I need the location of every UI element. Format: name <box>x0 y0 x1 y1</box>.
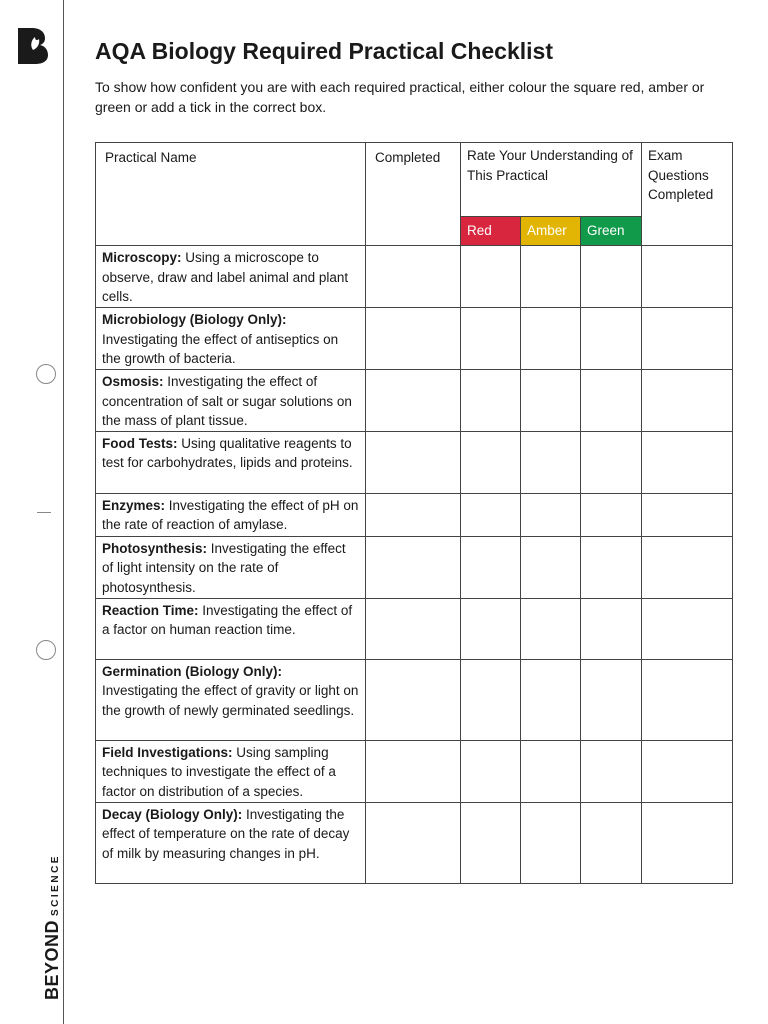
red-box[interactable] <box>461 493 521 536</box>
table-row <box>96 598 733 659</box>
amber-box[interactable] <box>521 802 581 883</box>
exam-questions-box[interactable] <box>642 598 733 659</box>
completed-box[interactable] <box>366 598 461 659</box>
practical-description: Using sampling techniques to investigate the effect of a factor on distribution of a species. <box>102 744 336 799</box>
table-row <box>96 802 733 883</box>
practical-description: Using qualitative reagents to test for carbohydrates, lipids and proteins. <box>102 435 353 470</box>
header-amber: Amber <box>521 217 581 246</box>
amber-box[interactable] <box>521 740 581 802</box>
binder-hole-bottom <box>36 640 56 660</box>
practical-title: Germination (Biology Only): <box>102 663 283 679</box>
practical-title: Food Tests: <box>102 435 178 451</box>
completed-box[interactable] <box>366 370 461 432</box>
green-box[interactable] <box>581 740 642 802</box>
table-row <box>96 536 733 598</box>
header-green: Green <box>581 217 642 246</box>
amber-box[interactable] <box>521 659 581 740</box>
practical-description: Investigating the effect of antiseptics on the growth of bacteria. <box>102 331 339 366</box>
practical-description: Investigating the effect of concentration of salt or sugar solutions on the mass of plant tissue. <box>102 374 352 428</box>
green-box[interactable] <box>581 246 642 308</box>
green-box[interactable] <box>581 536 642 598</box>
green-box[interactable] <box>581 308 642 370</box>
table-row <box>96 659 733 740</box>
practical-description: Investigating the effect of temperature on the rate of decay of milk by measuring changes in pH. <box>102 806 350 861</box>
header-rate-understanding: Rate Your Understanding of This Practical <box>461 143 642 217</box>
practical-cell <box>96 740 366 802</box>
practical-title: Field Investigations: <box>102 744 233 760</box>
completed-box[interactable] <box>366 802 461 883</box>
margin-line <box>63 0 64 1024</box>
brand-main: BEYOND <box>42 919 62 1000</box>
completed-box[interactable] <box>366 431 461 493</box>
red-box[interactable] <box>461 308 521 370</box>
completed-box[interactable] <box>366 740 461 802</box>
green-box[interactable] <box>581 431 642 493</box>
table-row <box>96 246 733 308</box>
amber-box[interactable] <box>521 536 581 598</box>
practical-cell <box>96 493 366 536</box>
amber-box[interactable] <box>521 246 581 308</box>
amber-box[interactable] <box>521 598 581 659</box>
amber-box[interactable] <box>521 493 581 536</box>
red-box[interactable] <box>461 246 521 308</box>
practical-cell <box>96 659 366 740</box>
practical-cell <box>96 802 366 883</box>
exam-questions-box[interactable] <box>642 431 733 493</box>
brand-sub: SCIENCE <box>50 854 61 916</box>
practical-cell <box>96 246 366 308</box>
red-box[interactable] <box>461 536 521 598</box>
exam-questions-box[interactable] <box>642 308 733 370</box>
exam-questions-box[interactable] <box>642 493 733 536</box>
red-box[interactable] <box>461 740 521 802</box>
practical-description: Investigating the effect of pH on the rate of reaction of amylase. <box>102 497 359 532</box>
exam-questions-box[interactable] <box>642 246 733 308</box>
practical-cell <box>96 308 366 370</box>
fold-mark <box>37 512 51 513</box>
green-box[interactable] <box>581 493 642 536</box>
practical-cell <box>96 431 366 493</box>
red-box[interactable] <box>461 431 521 493</box>
practical-cell <box>96 370 366 432</box>
table-row <box>96 370 733 432</box>
practical-title: Reaction Time: <box>102 602 199 618</box>
green-box[interactable] <box>581 659 642 740</box>
intro-text: To show how confident you are with each required practical, either colour the square red, amber or green or add a tick in the correct box. <box>95 79 705 115</box>
practical-description: Investigating the effect of a factor on human reaction time. <box>102 602 353 637</box>
completed-box[interactable] <box>366 246 461 308</box>
completed-box[interactable] <box>366 493 461 536</box>
amber-box[interactable] <box>521 308 581 370</box>
green-box[interactable] <box>581 802 642 883</box>
completed-box[interactable] <box>366 308 461 370</box>
practical-title: Osmosis: <box>102 374 164 389</box>
binder-hole-top <box>36 364 56 384</box>
red-box[interactable] <box>461 659 521 740</box>
practical-title: Microscopy: <box>102 250 182 265</box>
table-row <box>96 431 733 493</box>
header-red: Red <box>461 217 521 246</box>
red-box[interactable] <box>461 802 521 883</box>
table-row <box>96 493 733 536</box>
practical-cell <box>96 598 366 659</box>
checklist-table <box>95 142 733 884</box>
beyond-logo-icon <box>14 24 52 66</box>
practical-cell <box>96 536 366 598</box>
exam-questions-box[interactable] <box>642 536 733 598</box>
exam-questions-box[interactable] <box>642 659 733 740</box>
page-title: AQA Biology Required Practical Checklist <box>95 38 553 64</box>
practical-title: Microbiology (Biology Only): <box>102 312 287 327</box>
header-exam-questions: Exam Questions Completed <box>642 143 733 246</box>
amber-box[interactable] <box>521 370 581 432</box>
exam-questions-box[interactable] <box>642 740 733 802</box>
completed-box[interactable] <box>366 659 461 740</box>
completed-box[interactable] <box>366 536 461 598</box>
practical-title: Photosynthesis: <box>102 540 208 556</box>
header-completed: Completed <box>366 143 461 246</box>
exam-questions-box[interactable] <box>642 370 733 432</box>
brand-wordmark <box>42 854 63 1000</box>
header-practical-name: Practical Name <box>96 143 366 246</box>
practical-description: Investigating the effect of light intensity on the rate of photosynthesis. <box>102 540 346 595</box>
green-box[interactable] <box>581 598 642 659</box>
red-box[interactable] <box>461 598 521 659</box>
practical-description: Using a microscope to observe, draw and label animal and plant cells. <box>102 250 349 304</box>
amber-box[interactable] <box>521 431 581 493</box>
green-box[interactable] <box>581 370 642 432</box>
table-row <box>96 740 733 802</box>
practical-title: Enzymes: <box>102 497 166 513</box>
practical-title: Decay (Biology Only): <box>102 806 243 822</box>
red-box[interactable] <box>461 370 521 432</box>
exam-questions-box[interactable] <box>642 802 733 883</box>
practical-description: Investigating the effect of gravity or light on the growth of newly germinated seedlings. <box>102 683 359 718</box>
table-row <box>96 308 733 370</box>
